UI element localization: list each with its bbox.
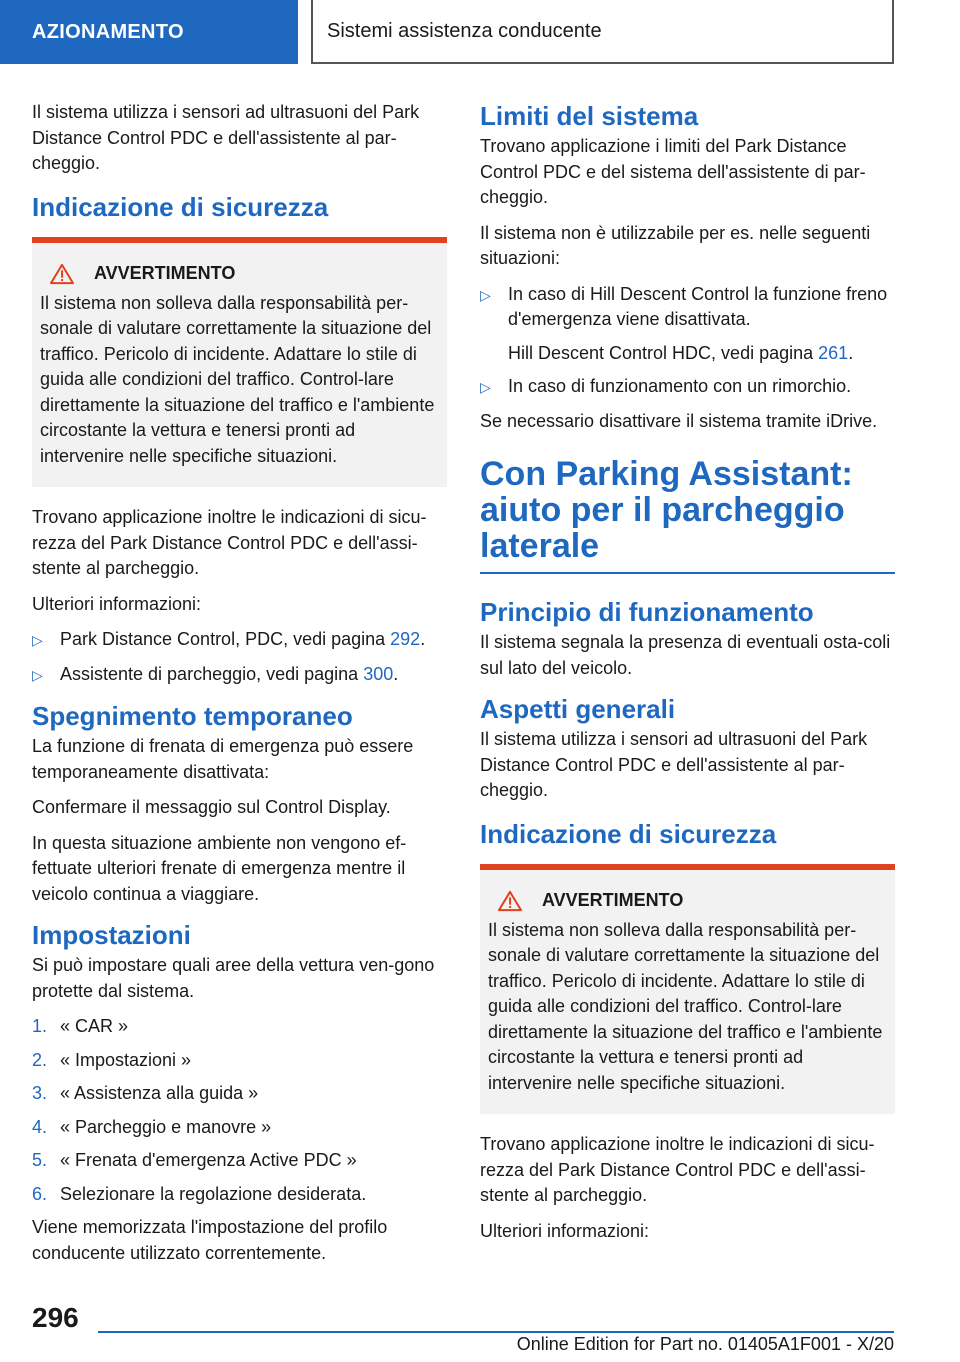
temp-paragraph-1: La funzione di frenata di emergenza può essere temporaneamente disattivata: [32, 736, 414, 782]
general-heading: Aspetti generali [480, 694, 676, 724]
footer-edition: Online Edition for Part no. 01405A1F001 - X/20 [516, 1334, 894, 1354]
warning-text: Il sistema non solleva dalla responsabilità per-sonale di valutare correttamente la situazione del traffico. Pericolo di incidente. Adattare lo stile di guida alle condizioni del traffico. Control-lare direttamente la situazione del traffico e l'ambiente circostante la vettura e tenersi pronti ad intervenire nelle specifiche situazioni. [488, 919, 883, 1093]
list-item: 5. « Frenata d'emergenza Active PDC » [32, 1150, 357, 1170]
settings-paragraph-2: Viene memorizzata l'impostazione del profilo conducente utilizzato correntemente. [32, 1217, 388, 1263]
temp-paragraph-2: Confermare il messaggio sul Control Display. [32, 797, 391, 817]
reference-text: Assistente di parcheggio, vedi pagina [60, 663, 364, 684]
chapter-title: Con Parking Assistant: aiuto per il parcheggio laterale [480, 456, 895, 574]
general-paragraph: Il sistema utilizza i sensori ad ultrasuoni del Park Distance Control PDC e dell'assistente al par-cheggio. [480, 729, 868, 800]
reference-text: Park Distance Control, PDC, vedi pagina [60, 629, 391, 649]
limits-paragraph-3: Se necessario disattivare il sistema tramite iDrive. [480, 410, 878, 431]
list-item: 3. « Assistenza alla guida » [32, 1083, 259, 1103]
safety-more-paragraph-right: Trovano applicazione inoltre le indicazioni di sicu-rezza del Park Distance Control PDC e dell'assi-stente al parcheggio. [480, 1134, 875, 1205]
bullet-triangle-icon: ▷ [480, 379, 491, 395]
safety-heading-right: Indicazione di sicurezza [480, 818, 777, 849]
right-column [480, 100, 895, 1254]
reference-list [32, 627, 447, 688]
bullet-triangle-icon: ▷ [32, 666, 43, 683]
settings-heading: Impostazioni [32, 920, 191, 950]
limits-heading: Limiti del sistema [480, 101, 699, 131]
page-number: 296 [32, 1302, 79, 1333]
section-label: Sistemi assistenza conducente [327, 19, 602, 42]
warning-triangle-icon [48, 263, 76, 285]
list-item: ▷ Park Distance Control, PDC, vedi pagina 292. [32, 627, 447, 654]
bullet-triangle-icon: ▷ [480, 286, 491, 303]
warning-box-right [480, 864, 895, 1115]
warning-title-row [488, 890, 887, 912]
list-item: 1. « CAR » [32, 1016, 129, 1036]
more-info-label: Ulteriori informazioni: [32, 593, 202, 614]
list-item: ▷ In caso di Hill Descent Control la funzione freno d'emergenza viene disattivata. Hill Descent Control HDC, vedi pagina 261. [480, 282, 895, 367]
principle-paragraph: Il sistema segnala la presenza di eventuali osta-coli sul lato del veicolo. [480, 632, 891, 678]
bullet-triangle-icon: ▷ [32, 632, 43, 648]
warning-title: AVVERTIMENTO [542, 890, 684, 910]
settings-paragraph-1: Si può impostare quali aree della vettura ven-gono protette dal sistema. [32, 955, 435, 1001]
more-info-label-right: Ulteriori informazioni: [480, 1220, 650, 1241]
chapter-tab [0, 0, 298, 64]
principle-heading: Principio di funzionamento [480, 597, 814, 627]
section-header [311, 0, 894, 64]
safety-heading: Indicazione di sicurezza [32, 191, 329, 222]
warning-triangle-icon [496, 890, 524, 912]
list-item: 4. « Parcheggio e manovre » [32, 1116, 272, 1137]
warning-title: AVVERTIMENTO [94, 263, 236, 283]
footer-divider [98, 1331, 894, 1333]
list-item: 6. Selezionare la regolazione desiderata. [32, 1183, 367, 1204]
temp-paragraph-3: In questa situazione ambiente non vengono ef-fettuate ulteriori frenate di emergenza mentre il veicolo continua a viaggiare. [32, 832, 407, 904]
limits-paragraph-1: Trovano applicazione i limiti del Park Distance Control PDC e del sistema dell'assistente di par-cheggio. [480, 136, 866, 207]
page-link-261[interactable]: 261 [818, 342, 849, 363]
chapter-label: AZIONAMENTO [32, 20, 184, 43]
warning-text: Il sistema non solleva dalla responsabilità per-sonale di valutare correttamente la situazione del traffico. Pericolo di incidente. Adattare lo stile di guida alle condizioni del traffico. Control-lare direttamente la situazione del traffico e l'ambiente circostante la vettura e tenersi pronti ad intervenire nelle specifiche situazioni. [40, 292, 435, 466]
page-link-292[interactable]: 292 [390, 629, 421, 649]
temp-off-heading: Spegnimento temporaneo [32, 701, 353, 731]
page-link-300[interactable]: 300 [363, 663, 394, 684]
warning-title-row [40, 263, 439, 285]
left-column [32, 100, 447, 1276]
limits-list [480, 282, 895, 401]
limits-paragraph-2: Il sistema non è utilizzabile per es. nelle seguenti situazioni: [480, 222, 871, 268]
safety-more-paragraph: Trovano applicazione inoltre le indicazioni di sicu-rezza del Park Distance Control PDC e dell'assi-stente al parcheggio. [32, 507, 427, 578]
list-item: 2. « Impostazioni » [32, 1049, 192, 1070]
settings-steps [32, 1014, 447, 1207]
intro-paragraph: Il sistema utilizza i sensori ad ultrasuoni del Park Distance Control PDC e dell'assistente al par-cheggio. [32, 102, 420, 173]
warning-box [32, 237, 447, 488]
list-item: ▷ Assistente di parcheggio, vedi pagina 300. [32, 662, 447, 689]
list-item: ▷ In caso di funzionamento con un rimorchio. [480, 374, 895, 401]
